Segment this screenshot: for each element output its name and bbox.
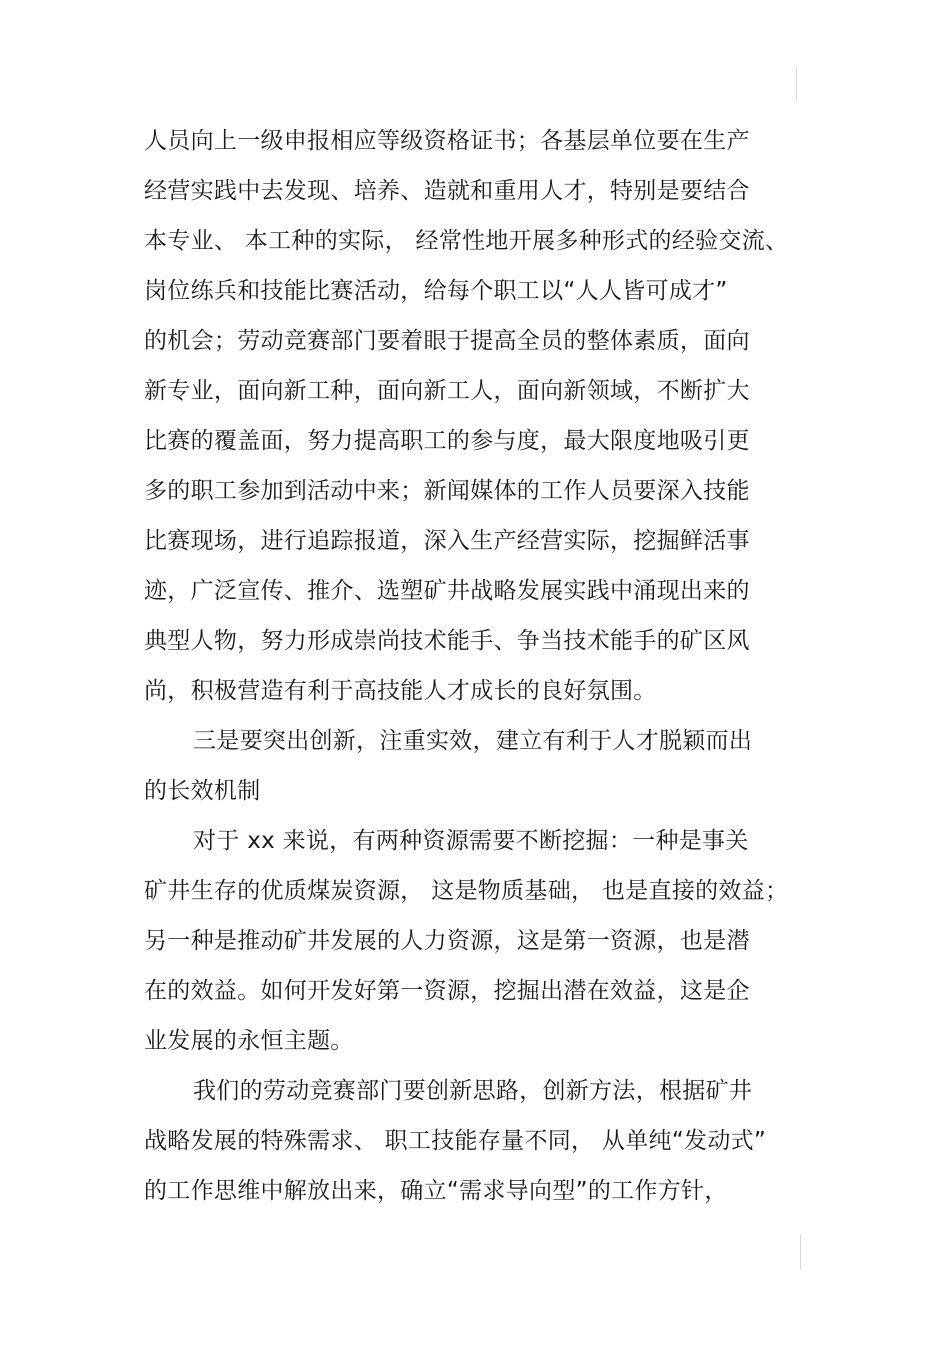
text-line: 经营实践中去发现、培养、造就和重用人才，特别是要结合 [144,178,750,204]
text-line: 迹，广泛宣传、推介、选塑矿井战略发展实践中涌现出来的 [144,578,750,604]
text-line: 矿井生存的优质煤炭资源， 这是物质基础， 也是直接的效益； [144,878,789,904]
text-line: 多的职工参加到活动中来；新闻媒体的工作人员要深入技能 [144,478,750,504]
text-line: 典型人物，努力形成崇尚技术能手、争当技术能手的矿区风 [144,628,750,654]
text-line: 在的效益。如何开发好第一资源，挖掘出潜在效益，这是企 [144,978,750,1004]
text-line: 的机会；劳动竞赛部门要着眼于提高全员的整体素质，面向 [144,328,750,354]
text-line: 岗位练兵和技能比赛活动，给每个职工以“人人皆可成才” [144,278,728,304]
text-line: 对于 xx 来说，有两种资源需要不断挖掘：一种是事关 [193,828,749,854]
section-heading-line: 三是要突出创新，注重实效，建立有利于人才脱颖而出 [193,728,753,754]
text-line: 本专业、 本工种的实际， 经常性地开展多种形式的经验交流、 [144,228,789,254]
text-line: 我们的劳动竞赛部门要创新思路，创新方法，根据矿井 [193,1078,753,1104]
text-line: 另一种是推动矿井发展的人力资源，这是第一资源，也是潜 [144,928,750,954]
text-line: 的工作思维中解放出来，确立“需求导向型”的工作方针， [144,1178,728,1204]
page-corner-mark-top [796,66,797,102]
text-line: 战略发展的特殊需求、 职工技能存量不同， 从单纯“发动式” [144,1128,767,1154]
section-heading-line: 的长效机制 [144,778,261,804]
text-line: 尚，积极营造有利于高技能人才成长的良好氛围。 [144,678,657,704]
text-line: 比赛的覆盖面，努力提高职工的参与度，最大限度地吸引更 [144,428,750,454]
page-corner-mark-bottom [800,1234,801,1270]
text-line: 新专业，面向新工种，面向新工人，面向新领域，不断扩大 [144,378,750,404]
text-line: 业发展的永恒主题。 [144,1028,354,1054]
text-line: 比赛现场，进行追踪报道，深入生产经营实际，挖掘鲜活事 [144,528,750,554]
text-line: 人员向上一级申报相应等级资格证书；各基层单位要在生产 [144,128,750,154]
